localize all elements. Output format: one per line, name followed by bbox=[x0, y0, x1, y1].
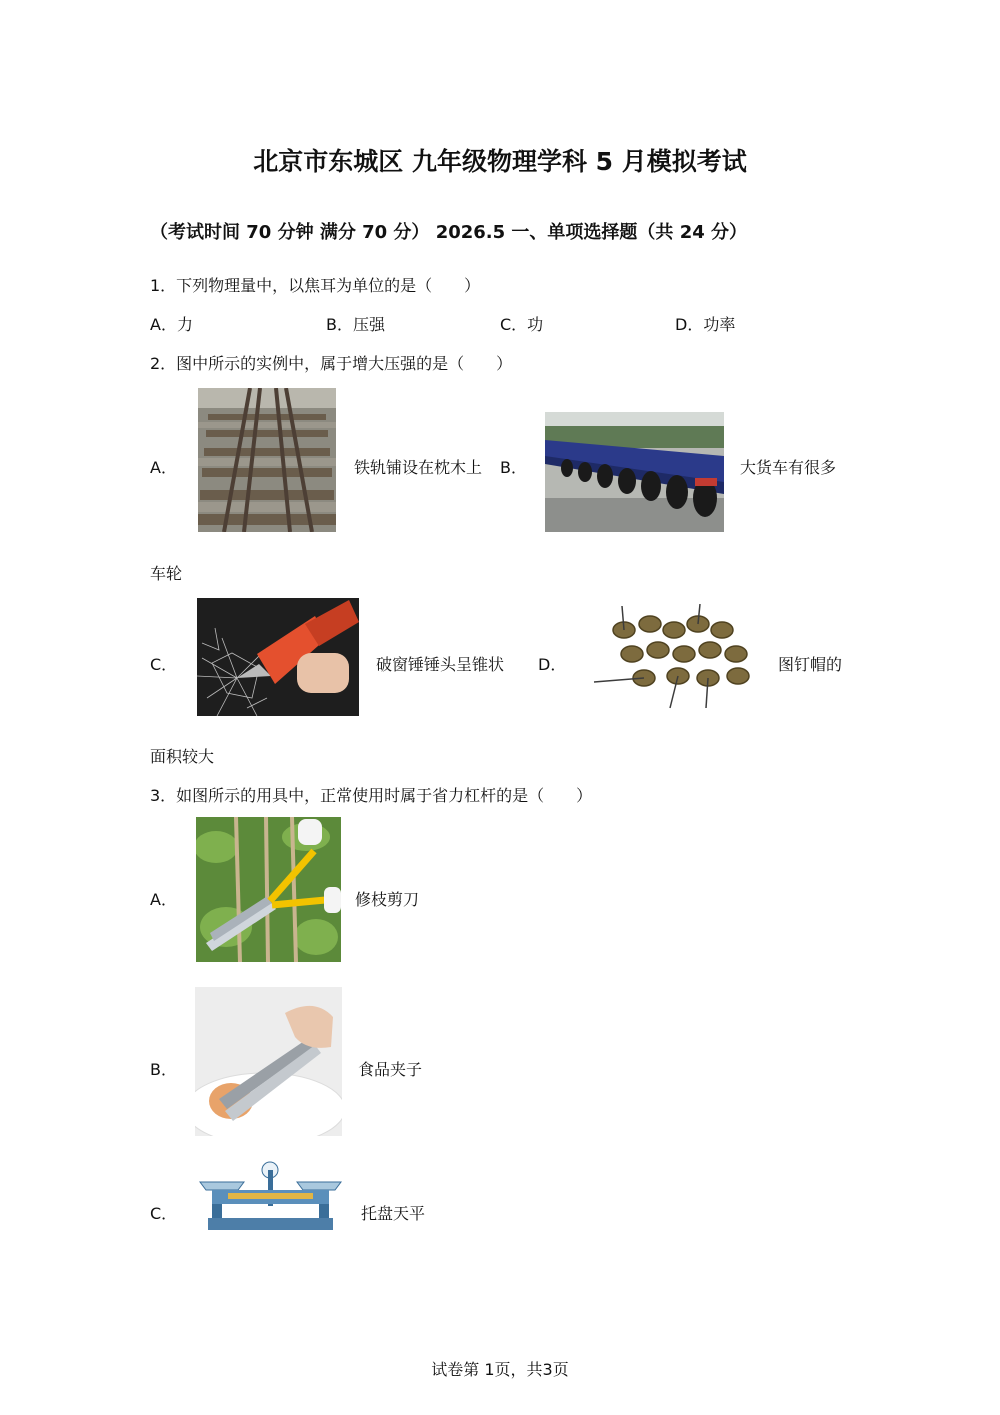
q3-option-c-text: 托盘天平 bbox=[361, 1204, 426, 1223]
pruning-shears-image bbox=[196, 817, 341, 962]
q2-option-b-text: 大货车有很多 bbox=[740, 458, 837, 477]
balance-scale-image bbox=[198, 1160, 343, 1232]
q2-option-a-letter: A． bbox=[150, 458, 177, 477]
q1-option-b: B．压强 bbox=[326, 315, 385, 334]
food-tongs-image bbox=[195, 987, 342, 1136]
page-footer: 试卷第 1页，共3页 bbox=[431, 1360, 569, 1379]
window-hammer-image bbox=[197, 598, 359, 716]
q3-option-b-text: 食品夹子 bbox=[358, 1060, 423, 1079]
railway-track-image bbox=[198, 388, 336, 532]
q2-option-b-continued: 车轮 bbox=[150, 564, 183, 583]
q3-option-b-letter: B． bbox=[150, 1060, 177, 1079]
q2-option-c-text: 破窗锤锤头呈锥状 bbox=[376, 655, 505, 674]
page-title: 北京市东城区 九年级物理学科 5 月模拟考试 bbox=[253, 147, 747, 176]
q2-option-a-text: 铁轨铺设在枕木上 bbox=[354, 458, 483, 477]
q1-option-d: D．功率 bbox=[675, 315, 736, 334]
thumbtacks-image bbox=[588, 604, 758, 712]
q2-option-d-letter: D． bbox=[538, 655, 567, 674]
question-3-stem: 3．如图所示的用具中，正常使用时属于省力杠杆的是（ ） bbox=[150, 786, 593, 805]
exam-info: （考试时间 70 分钟 满分 70 分） 2026.5 一、单项选择题（共 24 分） bbox=[150, 222, 748, 243]
question-1-stem: 1．下列物理量中，以焦耳为单位的是（ ） bbox=[150, 276, 481, 295]
q3-option-a-text: 修枝剪刀 bbox=[355, 890, 420, 909]
q1-option-a: A．力 bbox=[150, 315, 193, 334]
truck-image bbox=[545, 412, 724, 532]
question-2-stem: 2．图中所示的实例中，属于增大压强的是（ ） bbox=[150, 354, 513, 373]
q3-option-c-letter: C． bbox=[150, 1204, 178, 1223]
q3-option-a-letter: A． bbox=[150, 890, 177, 909]
q2-option-b-letter: B． bbox=[500, 458, 527, 477]
q2-option-c-letter: C． bbox=[150, 655, 178, 674]
q2-option-d-continued: 面积较大 bbox=[150, 747, 215, 766]
q2-option-d-text: 图钉帽的 bbox=[778, 655, 843, 674]
q1-option-c: C．功 bbox=[500, 315, 544, 334]
